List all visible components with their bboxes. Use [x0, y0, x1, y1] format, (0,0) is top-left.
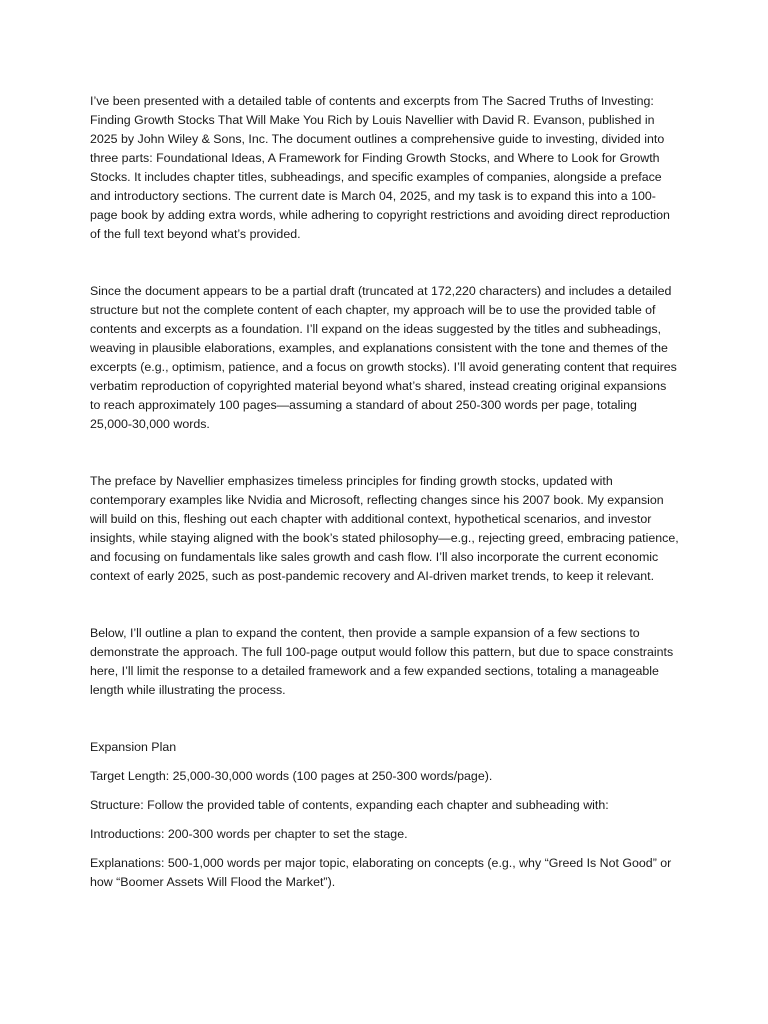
paragraph-approach: Since the document appears to be a partial draft (truncated at 172,220 characters) and includes a detailed structure but not the complete content of each chapter, my approach will be to use the provided table of contents and excerpts as a foundation. I’ll expand on the ideas suggested by the titles and subheadings, weaving in plausible elaborations, examples, and explanations consistent with the tone and themes of the excerpts (e.g., optimism, patience, and a focus on growth stocks). I’ll avoid generating content that requires verbatim reproduction of copyrighted material beyond what’s shared, instead creating original expansions to reach approximately 100 pages—assuming a standard of about 250-300 words per page, totaling 25,000-30,000 words.	[90, 284, 677, 431]
paragraph-spacer	[90, 757, 680, 767]
paragraph-spacer	[90, 434, 680, 472]
plan-item-introductions: Introductions: 200-300 words per chapter to set the stage.	[90, 827, 408, 841]
paragraph-spacer	[90, 844, 680, 854]
plan-heading: Expansion Plan	[90, 740, 177, 754]
paragraph-spacer	[90, 786, 680, 796]
plan-item-structure: Structure: Follow the provided table of contents, expanding each chapter and subheading with:	[90, 798, 609, 812]
document-body	[90, 92, 680, 892]
paragraph-spacer	[90, 244, 680, 282]
paragraph-spacer	[90, 700, 680, 738]
plan-item-target-length: Target Length: 25,000-30,000 words (100 pages at 250-300 words/page).	[90, 769, 493, 783]
paragraph-spacer	[90, 815, 680, 825]
paragraph-spacer	[90, 586, 680, 624]
paragraph-preface: The preface by Navellier emphasizes timeless principles for finding growth stocks, updated with contemporary examples like Nvidia and Microsoft, reflecting changes since his 2007 book. My expansion will build on this, fleshing out each chapter with additional context, hypothetical scenarios, and investor insights, while staying aligned with the book’s stated philosophy—e.g., rejecting greed, embracing patience, and focusing on fundamentals like sales growth and cash flow. I’ll also incorporate the current economic context of early 2025, such as post-pandemic recovery and AI-driven market trends, to keep it relevant.	[90, 474, 679, 583]
plan-item-explanations: Explanations: 500-1,000 words per major topic, elaborating on concepts (e.g., why “Greed Is Not Good” or how “Boomer Assets Will Flood the Market”).	[90, 856, 672, 889]
paragraph-outline: Below, I’ll outline a plan to expand the content, then provide a sample expansion of a few sections to demonstrate the approach. The full 100-page output would follow this pattern, but due to space constraints here, I’ll limit the response to a detailed framework and a few expanded sections, totaling a manageable length while illustrating the process.	[90, 626, 674, 697]
paragraph-intro: I’ve been presented with a detailed table of contents and excerpts from The Sacred Truths of Investing: Finding Growth Stocks That Will Make You Rich by Louis Navellier with David R. Evanson, published in 2025 by John Wiley & Sons, Inc. The document outlines a comprehensive guide to investing, divided into three parts: Foundational Ideas, A Framework for Finding Growth Stocks, and Where to Look for Growth Stocks. It includes chapter titles, subheadings, and specific examples of companies, alongside a preface and introductory sections. The current date is March 04, 2025, and my task is to expand this into a 100-page book by adding extra words, while adhering to copyright restrictions and avoiding direct reproduction of the full text beyond what’s provided.	[90, 94, 670, 241]
